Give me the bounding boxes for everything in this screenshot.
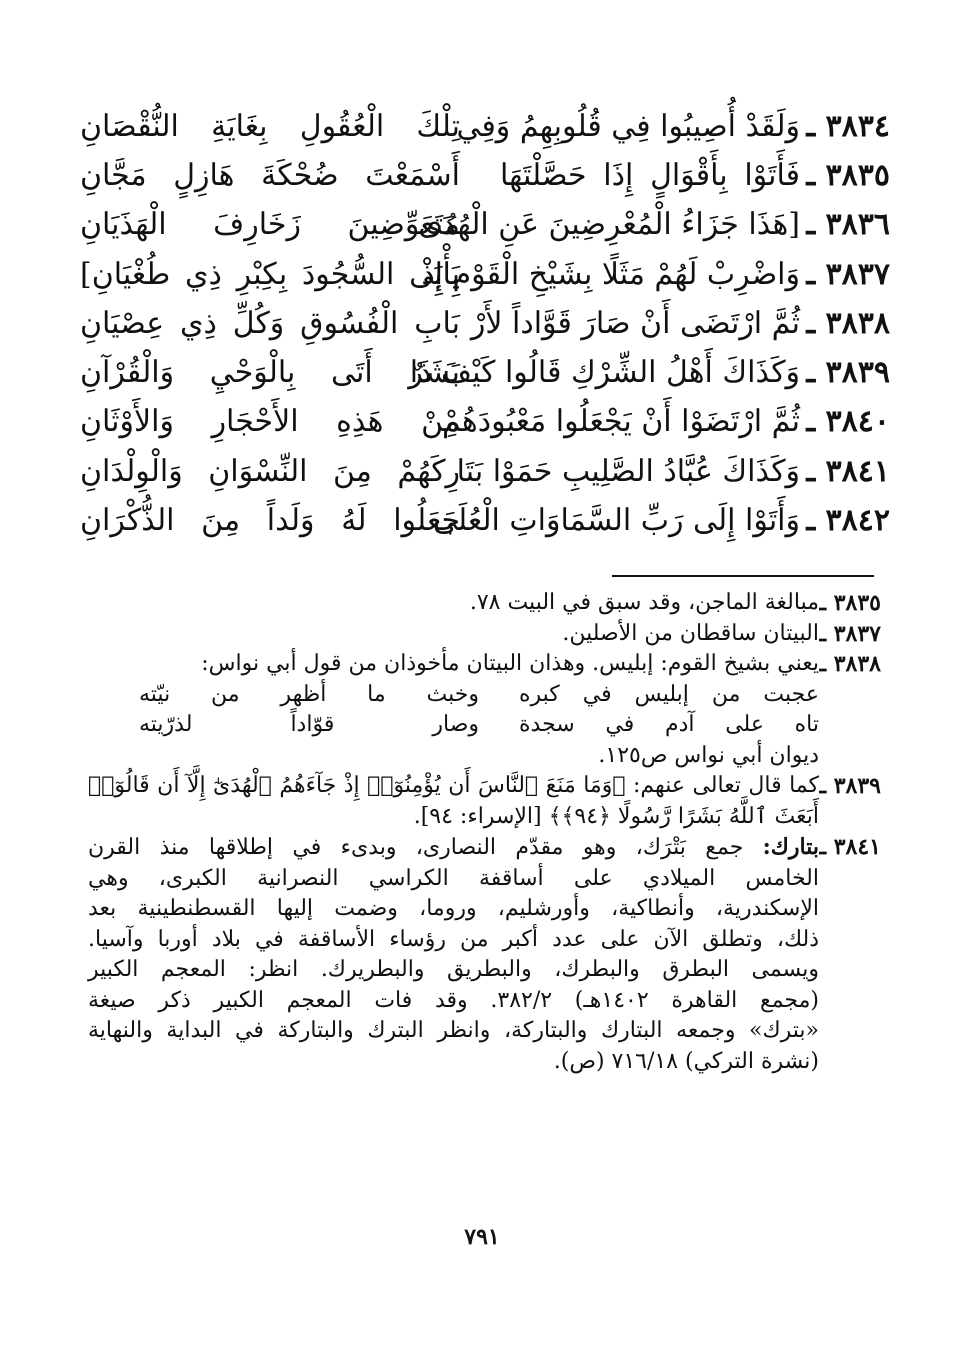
footnote-text: «بترك» وجمعه البتارك والبتاركة، وانظر البترك والبتاركة في البداية والنهاية — [88, 1018, 819, 1043]
verse-second-hemistich: مِنْ هَذِهِ الأَحْجَارِ وَالأَوْثَانِ — [80, 404, 460, 440]
footnote-text: الإسكندرية، وأنطاكية، وأورشليم، وروما، وضمت إليها القسطنطينية بعد — [88, 896, 819, 921]
verse-second-hemistich: بَابِ الْفُسُوقِ وَكُلِّ ذِي عِصْيَانِ — [80, 305, 460, 341]
verse-number: ٣٨٣٩ ـ — [806, 355, 890, 391]
footnote-separator — [612, 575, 874, 577]
verse-first-hemistich: فَأَتَوْا بِأَقْوَالٍ إِذَا حَصَّلْتَهَا — [500, 157, 800, 193]
verse-second-hemistich: تِلْكَ الْعُقُولِ بِغَايَةِ النُّقْصَانِ — [80, 108, 460, 144]
footnote-number: ٣٨٣٧ ـ — [819, 620, 881, 647]
footnote-text: أَبَعَثَ ٱللَّهُ بَشَرًا رَّسُولًا ﴿٩٤﴾﴾ [الإسراء: ٩٤]. — [413, 803, 819, 829]
quoted-verse — [88, 710, 819, 741]
footnote-text: البيتان ساقطان من الأصلين. — [562, 620, 819, 646]
footnote-source: ديوان أبي نواس ص١٢٥. — [598, 742, 819, 768]
verses-block — [70, 102, 890, 546]
verse-row — [70, 398, 890, 447]
footnote-3837 — [88, 619, 881, 650]
footnote-text: ذلك، وتطلق الآن على عدد أكبر من رؤساء الأساقفة في بلاد أوربا وآسيا. — [88, 926, 819, 952]
verse-first-hemistich: [هَذَا جَزَاءُ الْمُعْرِضِينَ عَنِ الْهُدَى — [418, 207, 800, 243]
footnote-text: يعني بشيخ القوم: إبليس. وهذان البيتان مأخوذان من قول أبي نواس: — [201, 651, 819, 676]
verse-first-hemistich: وَلَقَدْ أُصِيبُوا فِي قُلُوبِهِمُ وَفِي — [456, 108, 800, 144]
verse-number: ٣٨٤١ ـ — [806, 453, 890, 489]
footnote-text: الخامس الميلادي على أساقفة الكراسي النصرانية الكبرى، وهي — [88, 865, 819, 891]
verse-first-hemistich: وَكَذَاكَ عُبَّادُ الصَّلِيبِ حَمَوْا بَتَا — [456, 453, 800, 489]
verse-second-hemistich: مُتَعَوِّضِينَ زَخَارِفَ الْهَذَيَانِ — [80, 207, 460, 243]
verse-first-hemistich: ثُمَّ ارْتَضَى أَنْ صَارَ قَوَّاداً لأَرْ — [470, 305, 800, 341]
quoted-hemistich: عجبت من إبليس في كبره — [519, 681, 819, 707]
footnote-number: ٣٨٤١ ـ — [819, 834, 881, 860]
quoted-hemistich: وصار قوّاداً لذرّيته — [139, 712, 479, 737]
verse-row — [70, 151, 890, 200]
verse-number: ٣٨٣٨ ـ — [806, 305, 890, 341]
verse-number: ٣٨٣٤ ـ — [806, 108, 890, 144]
verse-number: ٣٨٣٦ ـ — [806, 207, 890, 243]
verse-first-hemistich: ثُمَّ ارْتَضَوْا أَنْ يَجْعَلُوا مَعْبُودَهُمْ — [441, 404, 800, 440]
footnote-text: (نشرة التركي) ٧١٦/١٨ (ص). — [553, 1048, 819, 1074]
verse-row — [70, 102, 890, 151]
footnote-3839 — [88, 771, 881, 832]
verse-first-hemistich: وَاضْرِبْ لَهُمْ مَثَلًا بِشَيْخِ الْقَوْمِ إِذْ — [421, 256, 800, 292]
quoted-hemistich: وخبث ما أظهر من نيّته — [139, 681, 479, 707]
verse-second-hemistich: جَعَلُوا لَهُ وَلَداً مِنَ الذُّكْرَانِ — [80, 503, 460, 539]
verse-row — [70, 496, 890, 545]
footnote-3841 — [88, 832, 881, 1077]
footnote-text — [88, 832, 819, 864]
verse-number: ٣٨٤٢ ـ — [806, 503, 890, 539]
verse-first-hemistich: وَكَذَاكَ أَهْلُ الشِّرْكِ قَالُوا كَيْفَ ذَا — [409, 355, 800, 391]
verse-first-hemistich: وَأَتَوْا إِلَى رَبِّ السَّمَاوَاتِ الْعُلَى — [432, 503, 800, 539]
quoted-hemistich: تاه على آدم في سجدة — [519, 712, 819, 737]
verse-number: ٣٨٣٥ ـ — [806, 157, 890, 193]
verse-row — [70, 447, 890, 496]
footnote-number: ٣٨٣٨ ـ — [819, 651, 881, 677]
verse-number: ٣٨٣٧ ـ — [806, 256, 890, 292]
footnote-text-part: جمع بَتْرَك، وهو مقدّم النصارى، وبدىء في إطلاقها منذ القرن — [88, 835, 744, 860]
footnote-text: (مجمع القاهرة ١٤٠٢هـ) ٣٨٢/٢. وقد فات المعجم الكبير ذكر صيغة — [88, 987, 819, 1013]
footnote-text: مبالغة الماجن، وقد سبق في البيت ٧٨. — [469, 590, 819, 615]
footnote-number: ٣٨٣٩ ـ — [819, 773, 881, 799]
verse-row — [70, 250, 890, 299]
verse-second-hemistich: بَشَرٌ أَتَى بِالْوَحْيِ وَالْقُرْآنِ — [80, 355, 460, 391]
verse-row — [70, 201, 890, 250]
footnote-number: ٣٨٣٥ ـ — [819, 590, 881, 616]
verse-second-hemistich: يَأْبَى السُّجُودَ بِكِبْرِ ذِي طُغْيَانِ] — [80, 256, 460, 292]
verse-second-hemistich: رِكَهُمْ مِنَ النِّسْوَانِ وَالْوِلْدَانِ — [80, 453, 460, 489]
footnote-3838 — [88, 649, 881, 771]
footnote-3835 — [88, 588, 881, 619]
verse-number: ٣٨٤٠ ـ — [806, 404, 890, 440]
footnote-text: ويسمى البطرق والبطرك، والبطريق والبطريرك. انظر: المعجم الكبير — [88, 957, 819, 982]
page-number: ٧٩١ — [464, 1224, 500, 1250]
verse-second-hemistich: أَسْمَعْتَ ضُحْكَةَ هَازِلٍ مَجَّانِ — [80, 157, 460, 193]
footnote-text: كما قال تعالى عنهم: ﴿وَمَا مَنَعَ ٱلنَّاسَ أَن يُؤْمِنُوٓا۟ إِذْ جَآءَهُمُ ٱلْهُدَىٰٓ إِلَّآ أَن قَالُوٓا۟ — [88, 773, 819, 798]
verse-row — [70, 299, 890, 348]
footnotes — [88, 588, 881, 1077]
quoted-verse — [88, 680, 819, 711]
footnote-term: بتارك: — [762, 834, 820, 860]
verse-row — [70, 348, 890, 397]
